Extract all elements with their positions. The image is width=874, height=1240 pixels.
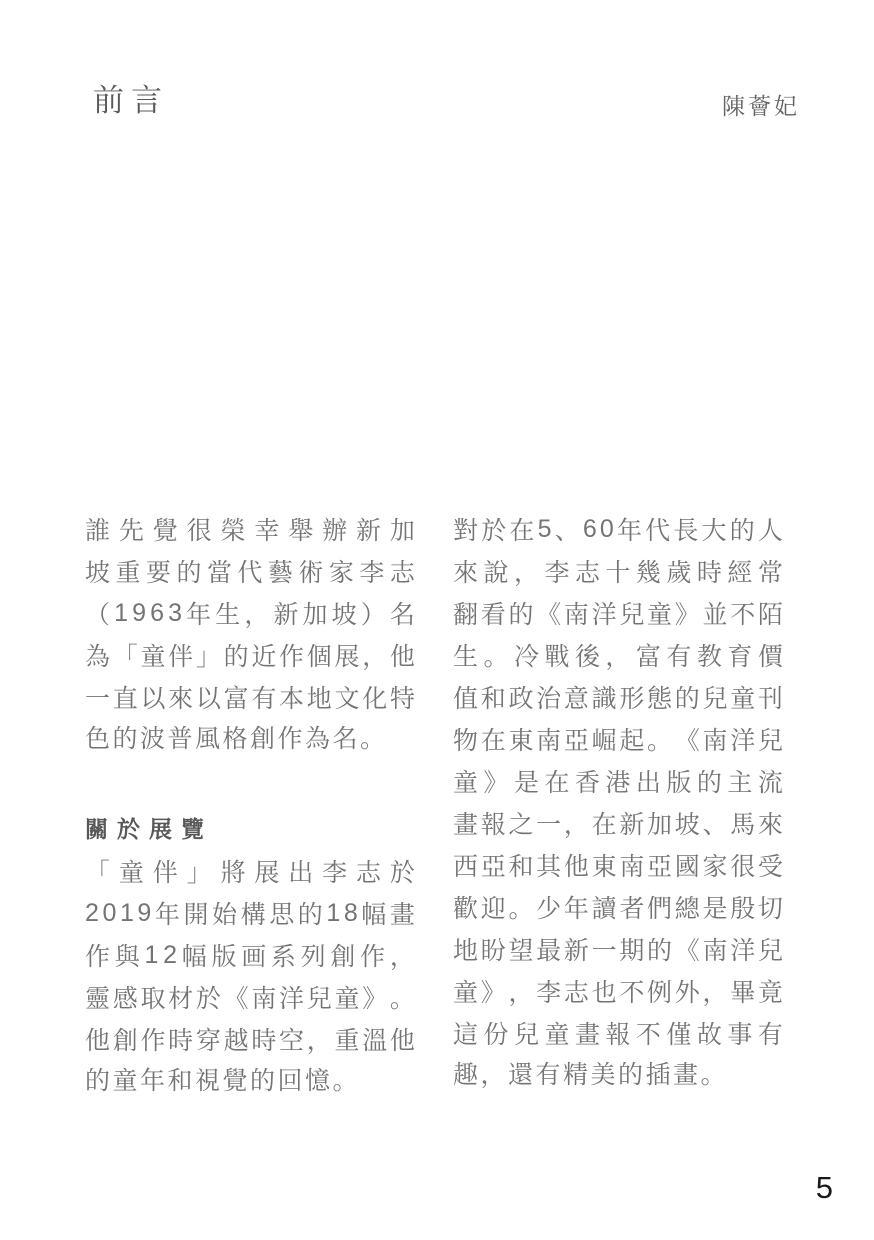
text-line: 物 在 東 南 亞 崛 起 。 《 南 洋 兒 xyxy=(453,727,783,755)
text-line: 趣，還有精美的插畫。 xyxy=(453,1061,729,1089)
text-line: 他 創 作 時 穿 越 時 空 ， 重 溫 他 xyxy=(85,1027,415,1055)
left-column xyxy=(85,508,415,1102)
text-line: 「 童 伴 」 將 展 出 李 志 於 xyxy=(85,859,415,887)
text-line: 歡 迎 。 少 年 讀 者 們 總 是 殷 切 xyxy=(453,895,783,923)
text-line: 來 說 ， 李 志 十 幾 歲 時 經 常 xyxy=(453,559,783,587)
text-line: 色的波普風格創作為名。 xyxy=(85,725,388,753)
author-name: 陳薈妃 xyxy=(722,93,800,119)
text-line: 靈 感 取 材 於 《 南 洋 兒 童 》 。 xyxy=(85,985,415,1013)
text-line: 對 於 在 5 、 6 0 年 代 長 大 的 人 xyxy=(453,514,783,545)
text-line: 畫 報 之 一 ， 在 新 加 坡 、 馬 來 xyxy=(453,811,783,839)
text-line: 作 與 1 2 幅 版 画 系 列 創 作 ， xyxy=(85,940,415,971)
text-line: 的童年和視覺的回憶。 xyxy=(85,1067,361,1095)
content-columns xyxy=(85,508,785,1102)
text-line: 值 和 政 治 意 識 形 態 的 兒 童 刊 xyxy=(453,685,783,713)
text-line: 西 亞 和 其 他 東 南 亞 國 家 很 受 xyxy=(453,853,783,881)
text-line: 翻 看 的 《 南 洋 兒 童 》 並 不 陌 xyxy=(453,601,783,629)
text-line: 坡 重 要 的 當 代 藝 術 家 李 志 xyxy=(85,559,415,587)
text-line: 童 》 是 在 香 港 出 版 的 主 流 xyxy=(453,769,783,797)
section-heading: 關於展覽 xyxy=(85,816,213,842)
text-line: 這 份 兒 童 畫 報 不 僅 故 事 有 xyxy=(453,1021,783,1049)
text-line: 誰 先 覺 很 榮 幸 舉 辦 新 加 xyxy=(85,517,415,545)
page-number: 5 xyxy=(815,1170,833,1205)
text-line: 一 直 以 來 以 富 有 本 地 文 化 特 xyxy=(85,685,415,713)
text-line: （ 1 9 6 3 年 生 ， 新 加 坡 ） 名 xyxy=(85,598,415,629)
text-line: 生 。 冷 戰 後 ， 富 有 教 育 價 xyxy=(453,643,783,671)
text-line: 地 盼 望 最 新 一 期 的 《 南 洋 兒 xyxy=(453,937,783,965)
right-column xyxy=(453,508,783,1102)
text-line: 童 》 ， 李 志 也 不 例 外 ， 畢 竟 xyxy=(453,979,783,1007)
text-line: 為 「 童 伴 」 的 近 作 個 展 ， 他 xyxy=(85,643,415,671)
page-title: 前言 xyxy=(93,83,169,118)
text-line: 2 0 1 9 年 開 始 構 思 的 1 8 幅 畫 xyxy=(85,898,415,929)
